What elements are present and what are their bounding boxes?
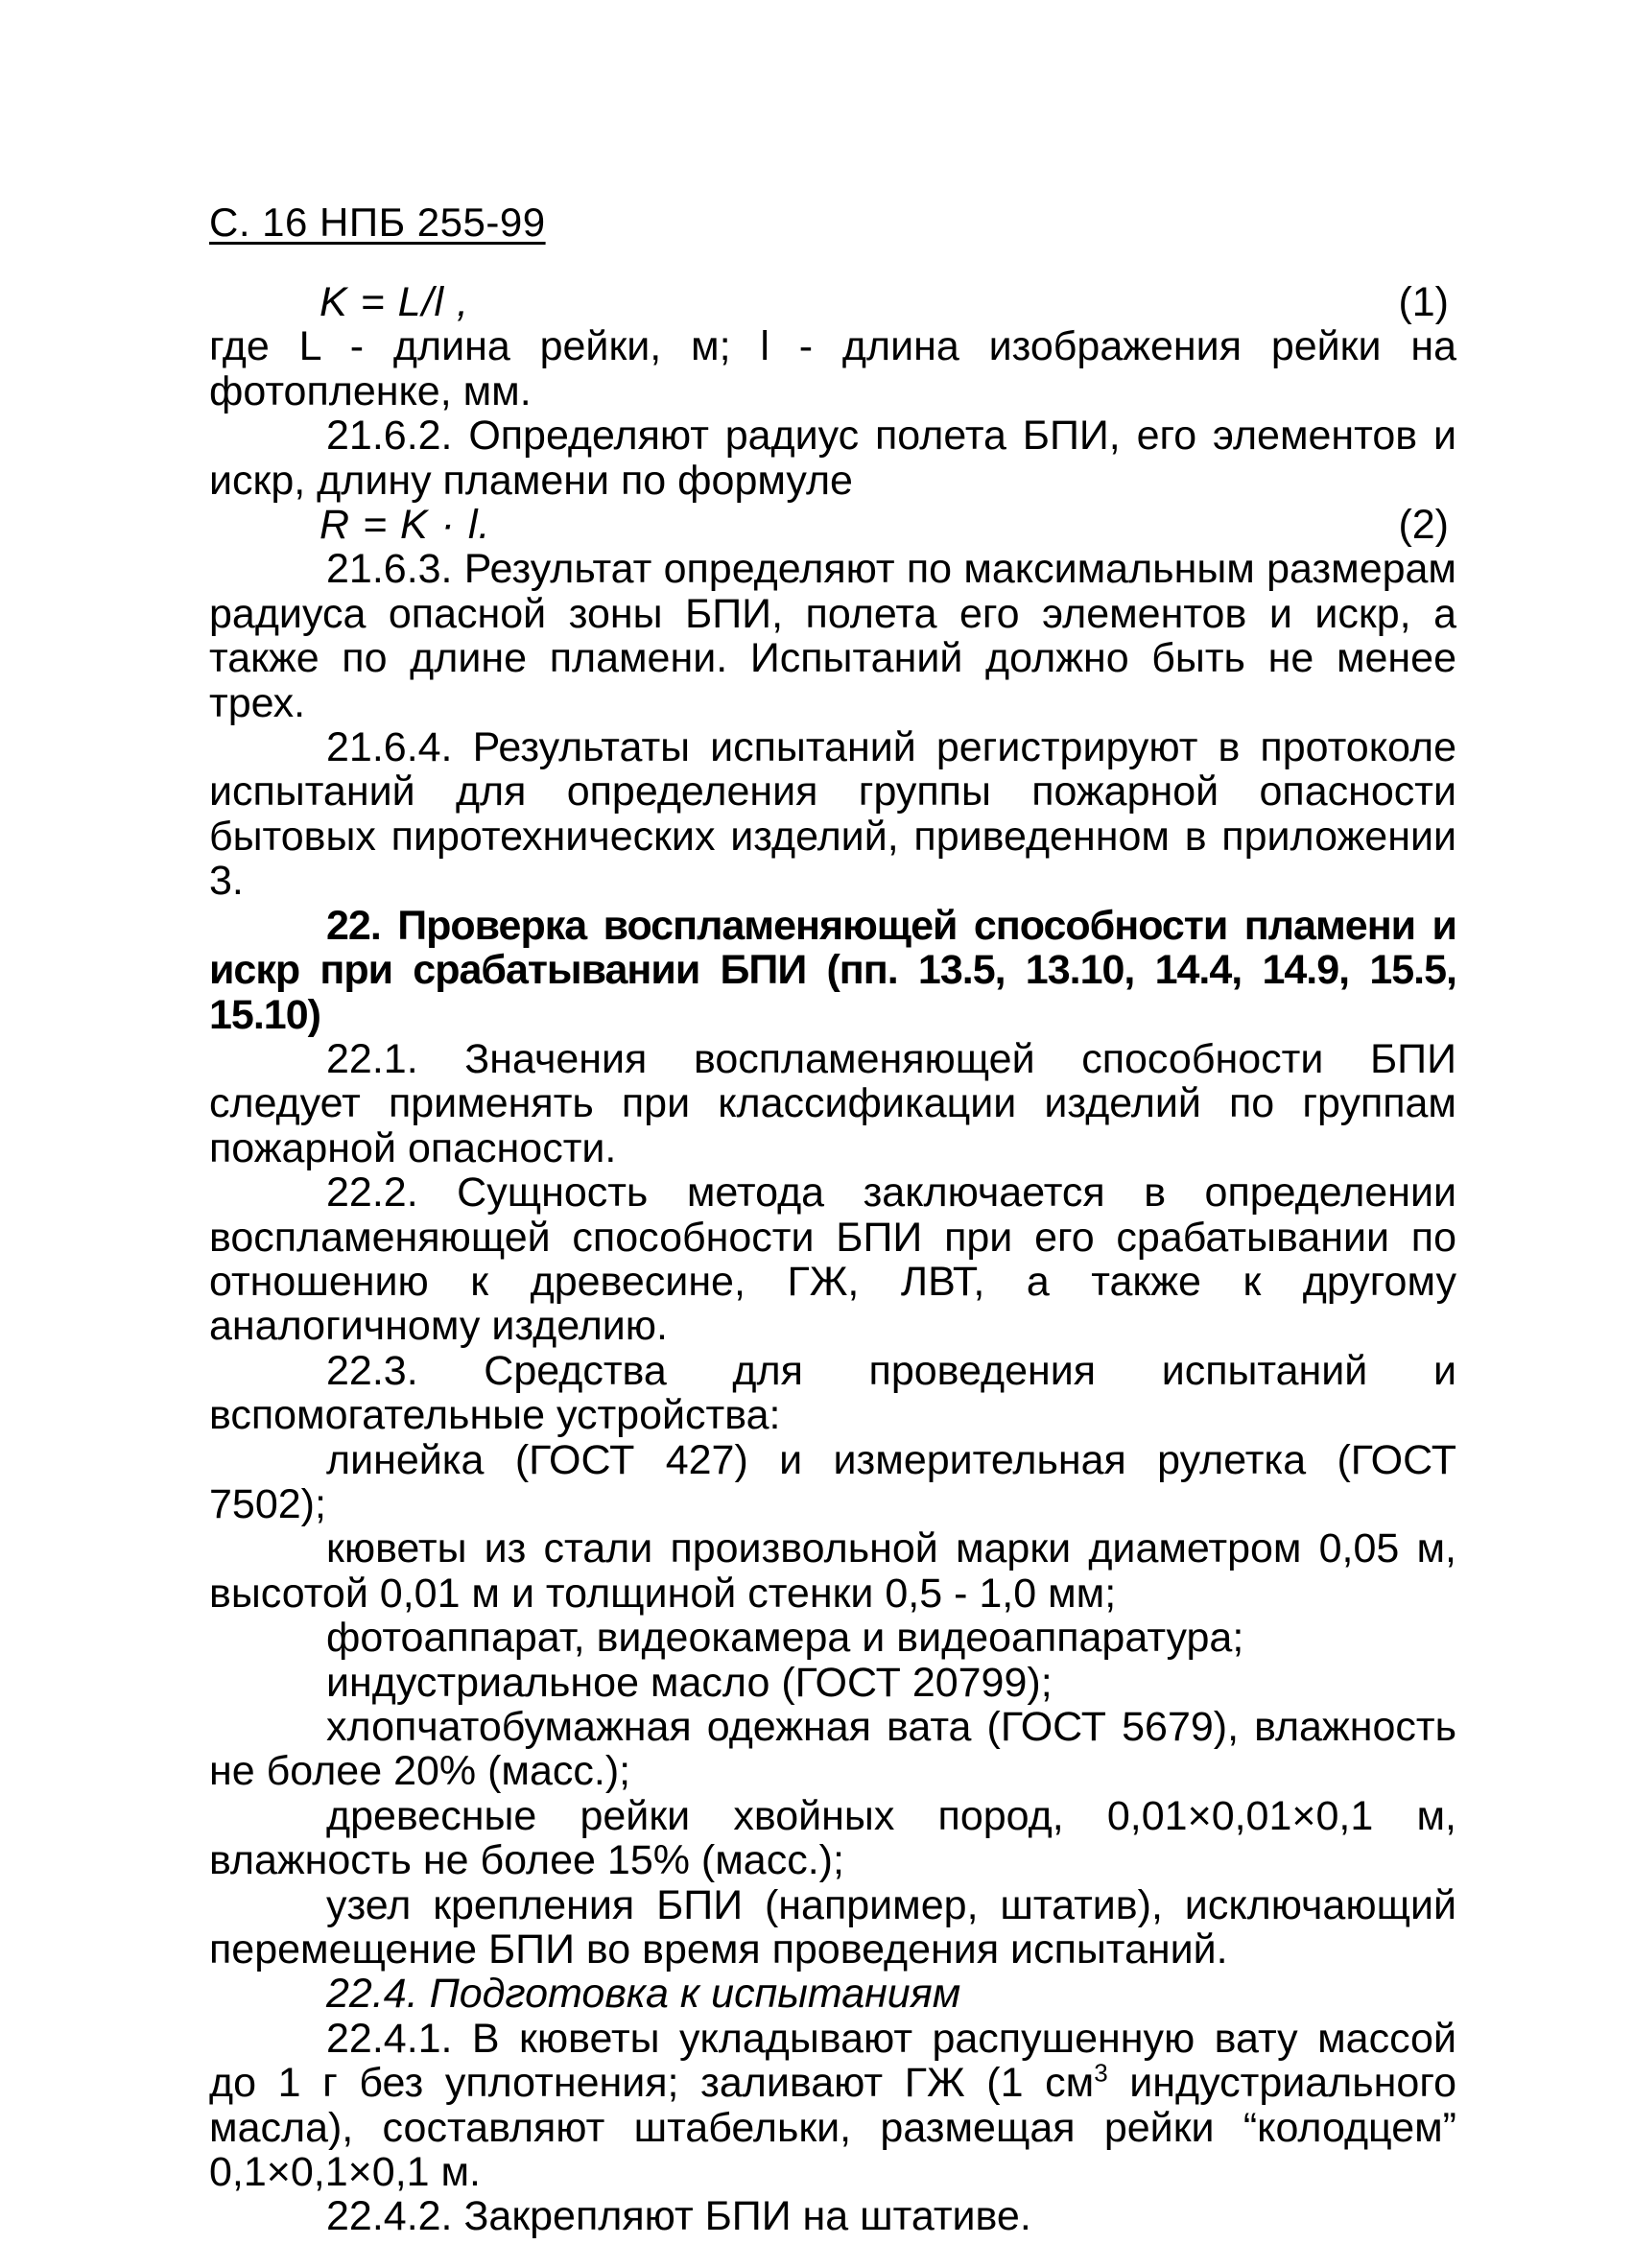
- formula-1-note: где L - длина рейки, м; l - длина изображения рейки на фотопленке, мм.: [209, 323, 1456, 414]
- section-22-heading: 22. Проверка воспламеняющей способности пламени и искр при срабатывании БПИ (пп. 13.5, 13.10, 14.4, 14.9, 15.5, 15.10): [209, 902, 1456, 1038]
- formula-2-number: (2): [1398, 502, 1449, 549]
- paragraph-22-4-1-text-end: индустриального масла), составляют штабельки, размещая рейки “колодцем” 0,1×0,1×0,1 м.: [209, 2060, 1456, 2196]
- equipment-item: кюветы из стали произвольной марки диаметром 0,05 м, высотой 0,01 м и толщиной стенки 0,5 - 1,0 мм;: [209, 1525, 1456, 1617]
- page-header: С. 16 НПБ 255-99: [209, 200, 546, 245]
- cubic-superscript: 3: [1094, 2058, 1108, 2088]
- paragraph-21-6-4: 21.6.4. Результаты испытаний регистрируют в протоколе испытаний для определения группы пожарной опасности бытовых пиротехнических изделий, приведенном в приложении 3.: [209, 724, 1456, 905]
- formula-1: [209, 280, 1456, 324]
- equipment-item: фотоаппарат, видеокамера и видеоаппаратура;: [326, 1615, 1244, 1662]
- paragraph-21-6-3: 21.6.3. Результат определяют по максимальным размерам радиуса опасной зоны БПИ, полета его элементов и искр, а также по длине пламени. Испытаний должно быть не менее трех.: [209, 546, 1456, 726]
- formula-2: [209, 503, 1456, 547]
- equipment-item: хлопчатобумажная одежная вата (ГОСТ 5679), влажность не более 20% (масс.);: [209, 1704, 1456, 1795]
- formula-2-expression: R = K · l.: [320, 502, 491, 549]
- formula-1-expression: K = L/l ,: [320, 279, 469, 325]
- document-body: [209, 280, 1456, 2239]
- paragraph-22-4-1-text-start: 22.4.1. В кюветы укладывают распушенную вату массой до 1 г без уплотнения; заливают ГЖ (1 см: [209, 2015, 1456, 2107]
- paragraph-22-4-1: [209, 2017, 1456, 2195]
- equipment-item: линейка (ГОСТ 427) и измерительная рулетка (ГОСТ 7502);: [209, 1436, 1456, 1527]
- equipment-item: древесные рейки хвойных пород, 0,01×0,01×0,1 м, влажность не более 15% (масс.);: [209, 1792, 1456, 1884]
- paragraph-22-3: 22.3. Средства для проведения испытаний и вспомогательные устройства:: [209, 1347, 1456, 1439]
- equipment-item: узел крепления БПИ (например, штатив), исключающий перемещение БПИ во время проведения испытаний.: [209, 1881, 1456, 1973]
- paragraph-22-2: 22.2. Сущность метода заключается в определении воспламеняющей способности БПИ при его срабатывании по отношению к древесине, ГЖ, ЛВТ, а также к другому аналогичному изделию.: [209, 1169, 1456, 1350]
- formula-1-number: (1): [1398, 279, 1449, 325]
- paragraph-21-6-2: 21.6.2. Определяют радиус полета БПИ, его элементов и искр, длину пламени по формуле: [209, 413, 1456, 504]
- equipment-item: индустриальное масло (ГОСТ 20799);: [326, 1659, 1053, 1706]
- paragraph-22-4-2: 22.4.2. Закрепляют БПИ на штативе.: [326, 2193, 1031, 2240]
- subsection-22-4-heading: 22.4. Подготовка к испытаниям: [326, 1971, 961, 2018]
- paragraph-22-1: 22.1. Значения воспламеняющей способности БПИ следует применять при классификации изделий по группам пожарной опасности.: [209, 1035, 1456, 1171]
